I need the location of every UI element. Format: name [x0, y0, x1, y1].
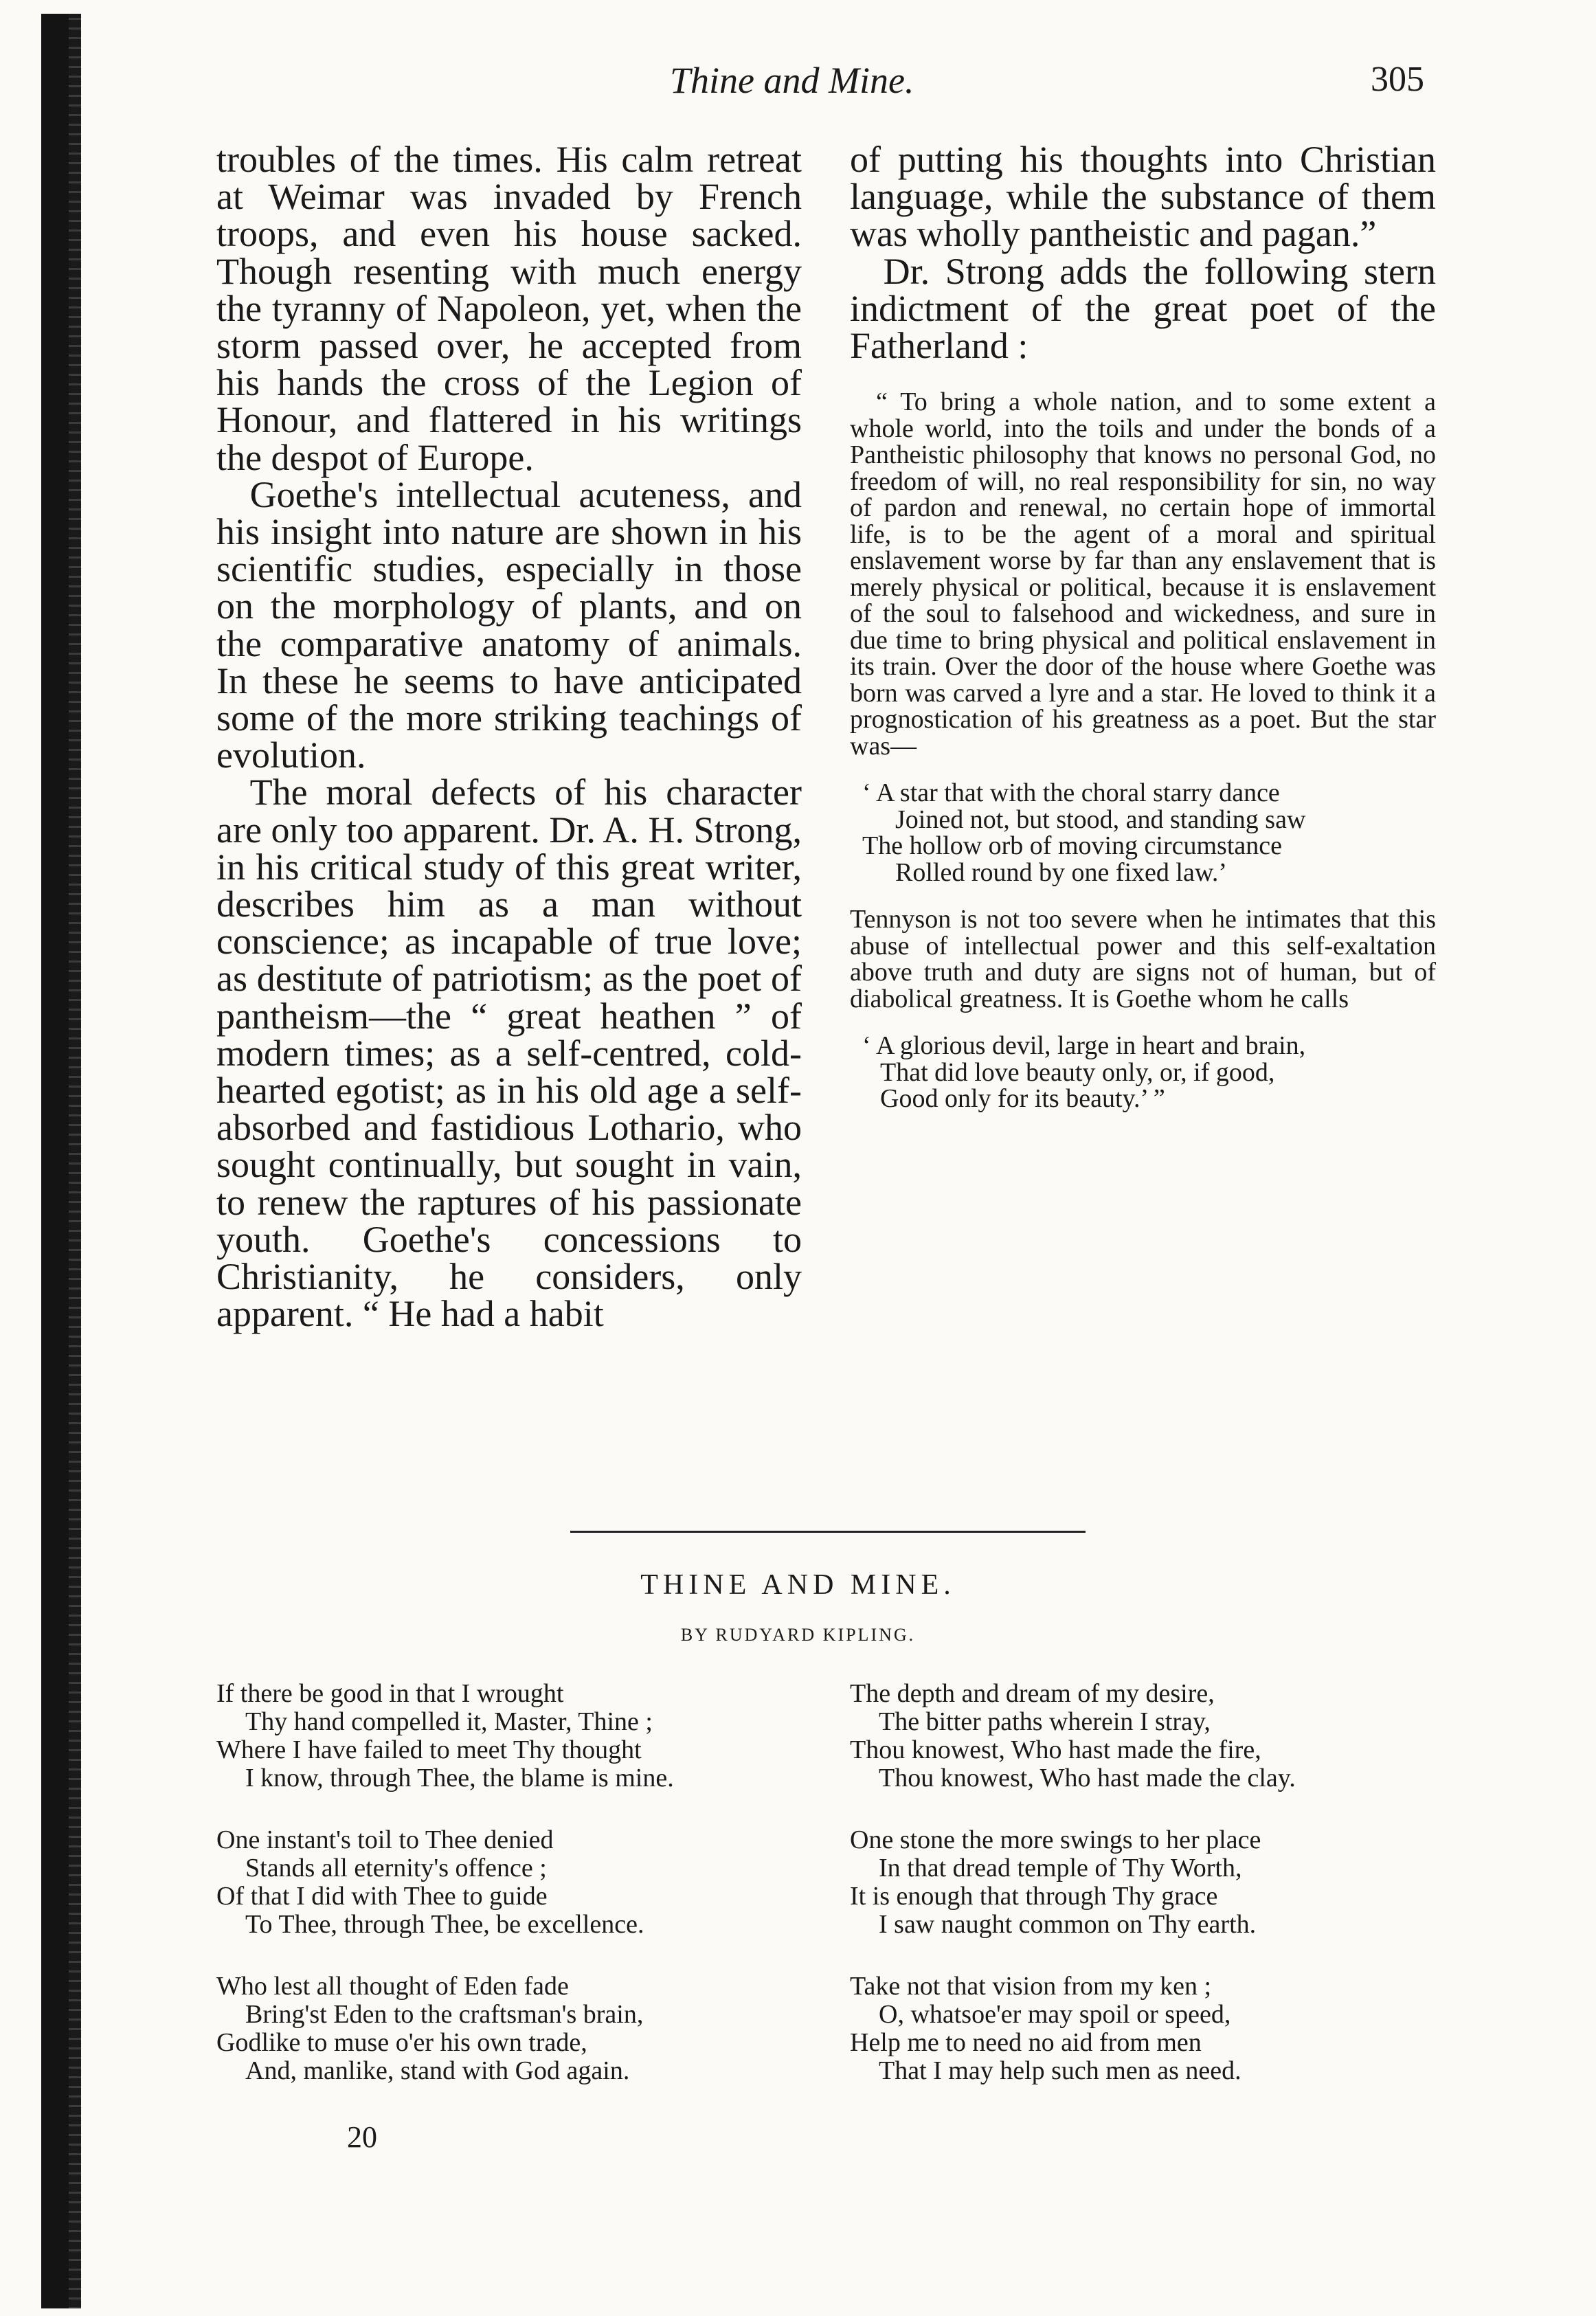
- poem-line: In that dread temple of Thy Worth,: [879, 1854, 1242, 1882]
- verse-line: Rolled round by one fixed law.’: [895, 857, 1227, 887]
- poem-line: Who lest all thought of Eden fade: [216, 1972, 569, 2001]
- poem-line: It is enough that through Thy grace: [850, 1882, 1218, 1911]
- poem-line: Help me to need no aid from men: [850, 2028, 1202, 2057]
- poem-line: Godlike to muse o'er his own trade,: [216, 2028, 587, 2057]
- stanza: [216, 1826, 821, 1939]
- stanza: [850, 1826, 1454, 1939]
- poem-line: The bitter paths wherein I stray,: [879, 1707, 1211, 1736]
- poem-line: And, manlike, stand with God again.: [245, 2056, 630, 2085]
- paragraph: of putting his thoughts into Christian language, while the substance of them was wholly pantheistic and pagan.”: [850, 139, 1436, 255]
- verse-line: That did love beauty only, or, if good,: [880, 1057, 1275, 1087]
- poem-line: One instant's toil to Thee denied: [216, 1825, 554, 1854]
- scan-binding-edge: [41, 14, 80, 2308]
- verse-line: ‘ A star that with the choral starry dance: [862, 778, 1280, 808]
- poem-line: If there be good in that I wrought: [216, 1679, 564, 1708]
- poem-line: The depth and dream of my desire,: [850, 1679, 1215, 1708]
- poem-line: Thou knowest, Who hast made the clay.: [879, 1764, 1296, 1792]
- poem-line: That I may help such men as need.: [879, 2056, 1241, 2085]
- block-quote: [850, 389, 1436, 1112]
- poem-line: To Thee, through Thee, be excellence.: [245, 1910, 644, 1939]
- verse-line: ‘ A glorious devil, large in heart and brain,: [862, 1031, 1306, 1061]
- verse-line: Joined not, but stood, and standing saw: [895, 805, 1306, 834]
- stanza: [850, 1972, 1454, 2085]
- verse-line: Good only for its beauty.’ ”: [880, 1084, 1165, 1114]
- poem-line: I know, through Thee, the blame is mine.: [245, 1764, 674, 1792]
- poem-right-column: [850, 1680, 1454, 2119]
- verse-quote: [862, 780, 1436, 886]
- running-title: Thine and Mine.: [670, 60, 914, 101]
- poem-line: Of that I did with Thee to guide: [216, 1882, 548, 1911]
- verse-quote: [862, 1033, 1436, 1112]
- poem-left-column: [216, 1680, 821, 2119]
- verse-line: The hollow orb of moving circumstance: [862, 831, 1283, 861]
- paragraph: Dr. Strong adds the following stern indictment of the great poet of the Fatherland :: [850, 250, 1436, 367]
- page-number: 305: [1371, 60, 1424, 99]
- poem-line: Bring'st Eden to the craftsman's brain,: [245, 2000, 644, 2029]
- section-divider: [570, 1531, 1086, 1533]
- paragraph: Goethe's intellectual acuteness, and his insight into nature are shown in his scientific studies, especially in those on the morphology of plants, and on the comparative anatomy of animals. In these he seems to have anticipated some of the more striking teachings of evolution.: [216, 473, 802, 776]
- poem-line: Take not that vision from my ken ;: [850, 1972, 1212, 2001]
- poem-line: Thy hand compelled it, Master, Thine ;: [245, 1707, 653, 1736]
- signature-mark: 20: [347, 2120, 377, 2154]
- poem-line: Where I have failed to meet Thy thought: [216, 1735, 642, 1764]
- poem-title: THINE AND MINE.: [640, 1569, 956, 1601]
- right-column: [850, 141, 1436, 1133]
- paragraph: The moral defects of his character are only too apparent. Dr. A. H. Strong, in his critical study of this great writer, describes him as a man without conscience; as incapable of true love; as destitute of patriotism; as the poet of pantheism—the “ great heathen ” of modern times; as a self-centred, cold-hearted egotist; as in his old age a self-absorbed and fastidious Lothario, who sought continually, but sought in vain, to renew the raptures of his passionate youth. Goethe's concessions to Christianity, he considers, only apparent. “ He had a habit: [216, 772, 802, 1335]
- quote-paragraph: Tennyson is not too severe when he intimates that this abuse of intellectual power and this self-exaltation above truth and duty are signs not of human, but of diabolical greatness. It is Goethe whom he calls: [850, 905, 1436, 1013]
- poem-line: One stone the more swings to her place: [850, 1825, 1261, 1854]
- poem-line: O, whatsoe'er may spoil or speed,: [879, 2000, 1231, 2029]
- stanza: [850, 1680, 1454, 1792]
- stanza: [216, 1972, 821, 2085]
- quote-paragraph: “ To bring a whole nation, and to some extent a whole world, into the toils and under the bonds of a Pantheistic philosophy that knows no personal God, no freedom of will, no real responsibility for sin, no way of pardon and renewal, no certain hope of immortal life, is to be the agent of a moral and spiritual enslavement worse by far than any enslavement that is merely physical or political, because it is enslavement of the soul to falsehood and wickedness, and sure in due time to bring physical and political enslavement in its train. Over the door of the house where Goethe was born was carved a lyre and a star. He loved to think it a prognostication of his greatness as a poet. But the star was—: [850, 387, 1436, 761]
- poem-line: I saw naught common on Thy earth.: [879, 1910, 1257, 1939]
- stanza: [216, 1680, 821, 1792]
- paragraph: troubles of the times. His calm retreat at Weimar was invaded by French troops, and even his house sacked. Though resenting with much energy the tyranny of Napoleon, yet, when the storm passed over, he accepted from his hands the cross of the Legion of Honour, and flattered in his writings the despot of Europe.: [216, 139, 802, 478]
- left-column: [216, 141, 802, 1333]
- poem-line: Stands all eternity's offence ;: [245, 1854, 547, 1882]
- poem-line: Thou knowest, Who hast made the fire,: [850, 1735, 1261, 1764]
- poem-byline: BY RUDYARD KIPLING.: [680, 1625, 916, 1645]
